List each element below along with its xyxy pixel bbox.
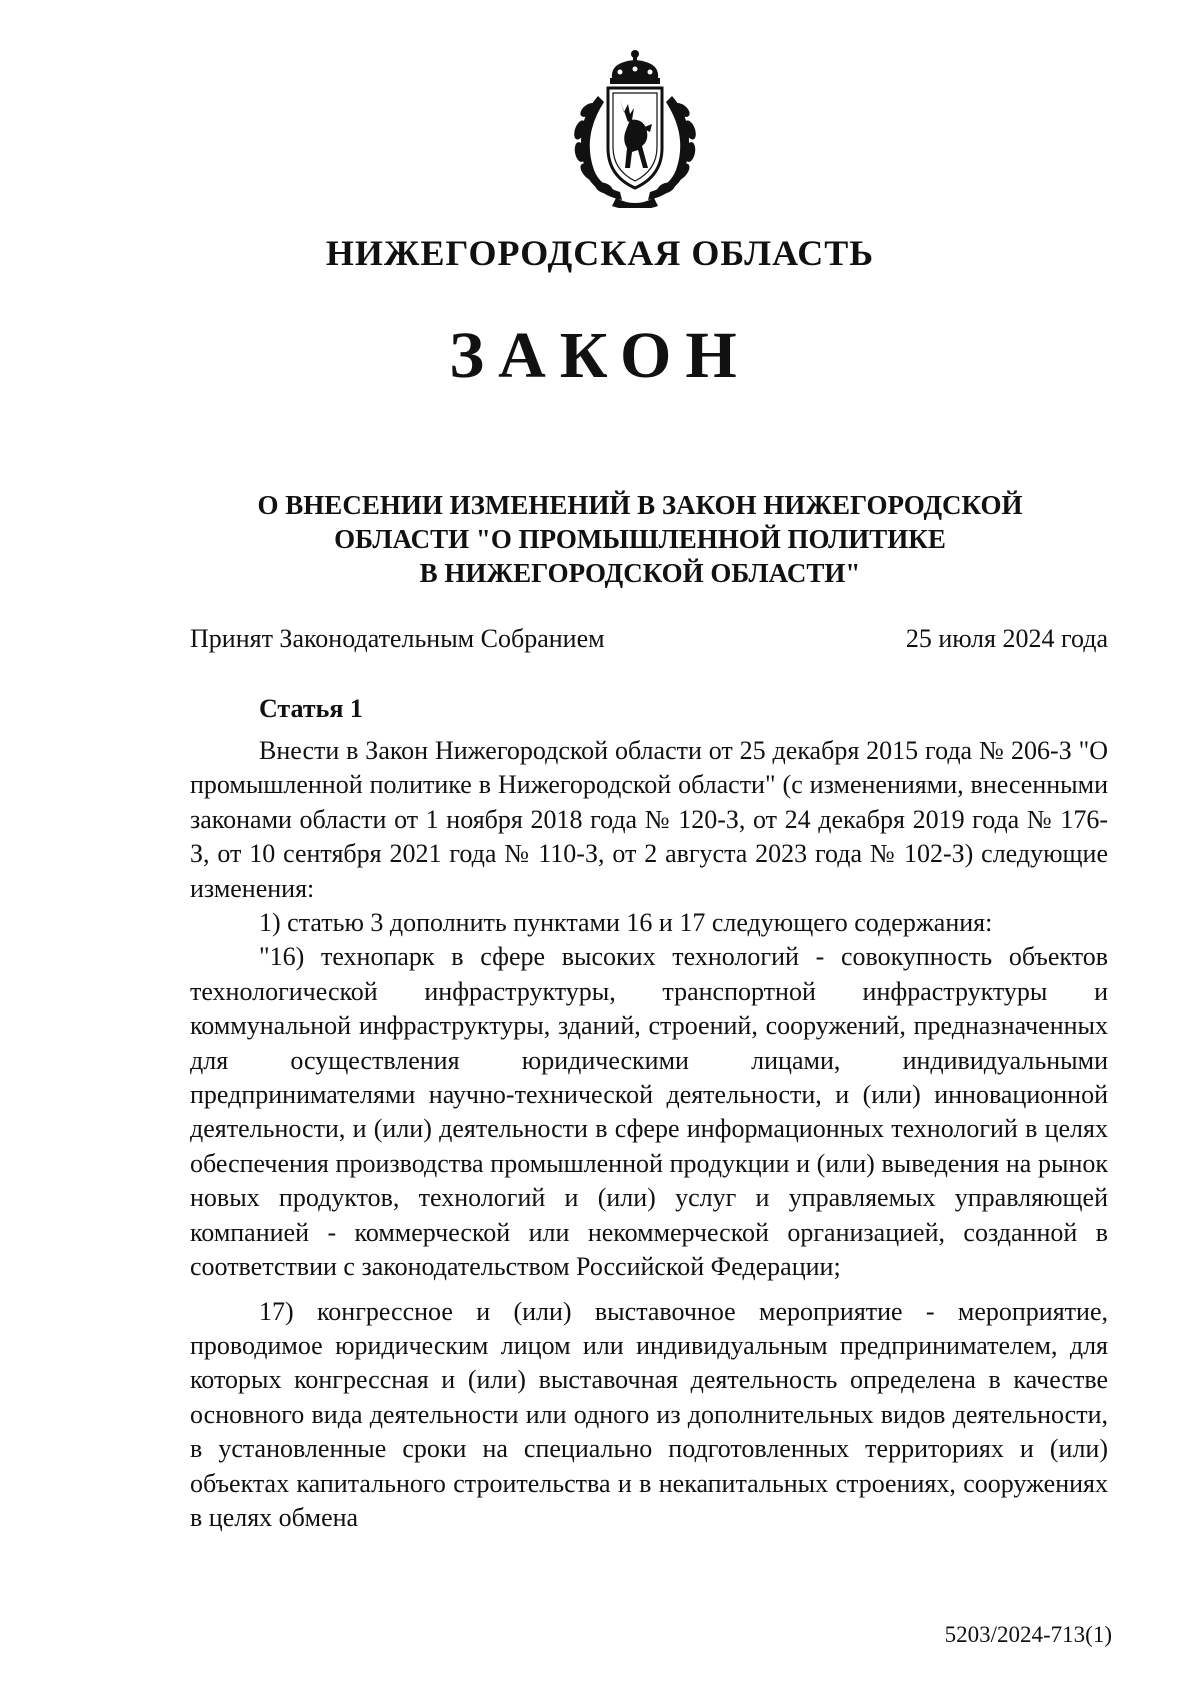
article-paragraph: 1) статью 3 дополнить пунктами 16 и 17 следующего содержания:	[259, 908, 993, 938]
article-paragraph: 17) конгрессное и (или) выставочное мероприятие - мероприятие, проводимое юридическим лицом или индивидуальным предпринимателем, для которых конгрессная и (или) выставочная деятельность определена в качестве основного вида деятельности или одного из дополнительных видов деятельности, в установленные сроки на специально подготовленных территориях и (или) объектах капитального строительства и в некапитальных строениях, сооружениях в целях обмена	[190, 1296, 1108, 1532]
adopted-by: Принят Законодательным Собранием	[190, 624, 605, 653]
law-title-line: О ВНЕСЕНИИ ИЗМЕНЕНИЙ В ЗАКОН НИЖЕГОРОДСКОЙ	[257, 490, 1023, 520]
document-type-heading: ЗАКОН	[449, 319, 751, 392]
article-body	[190, 734, 1108, 1535]
law-title-line: ОБЛАСТИ "О ПРОМЫШЛЕННОЙ ПОЛИТИКЕ	[334, 524, 946, 554]
crown-icon	[610, 50, 660, 84]
law-title	[180, 488, 1100, 590]
article-heading: Статья 1	[259, 694, 363, 723]
adoption-date: 25 июля 2024 года	[905, 624, 1108, 653]
ribbon-icon	[612, 198, 658, 208]
law-title-line: В НИЖЕГОРОДСКОЙ ОБЛАСТИ"	[419, 558, 861, 588]
region-heading: НИЖЕГОРОДСКАЯ ОБЛАСТЬ	[325, 233, 875, 273]
coat-of-arms-emblem	[550, 48, 720, 208]
document-number: 5203/2024-713(1)	[944, 1622, 1112, 1647]
adoption-line	[190, 624, 1108, 654]
article-paragraph: "16) технопарк в сфере высоких технологий - совокупность объектов технологической инфраструктуры, транспортной инфраструктуры и коммунальной инфраструктуры, зданий, строений, сооружений, предназначенных для осуществления юридическими лицами, индивидуальными предпринимателями научно-технической деятельности, и (или) инновационной деятельности, и (или) деятельности в сфере информационных технологий в целях обеспечения производства промышленной продукции и (или) выведения на рынок новых продуктов, технологий и (или) услуг и управляемых управляющей компанией - коммерческой или некоммерческой организацией, созданной в соответствии с законодательством Российской Федерации;	[190, 942, 1108, 1282]
article-paragraph: Внести в Закон Нижегородской области от 25 декабря 2015 года № 206-З "О промышленной политике в Нижегородской области" (с изменениями, внесенными законами области от 1 ноября 2018 года № 120-З, от 24 декабря 2019 года № 176-З, от 10 сентября 2021 года № 110-З, от 2 августа 2023 года № 102-З) следующие изменения:	[190, 736, 1108, 903]
